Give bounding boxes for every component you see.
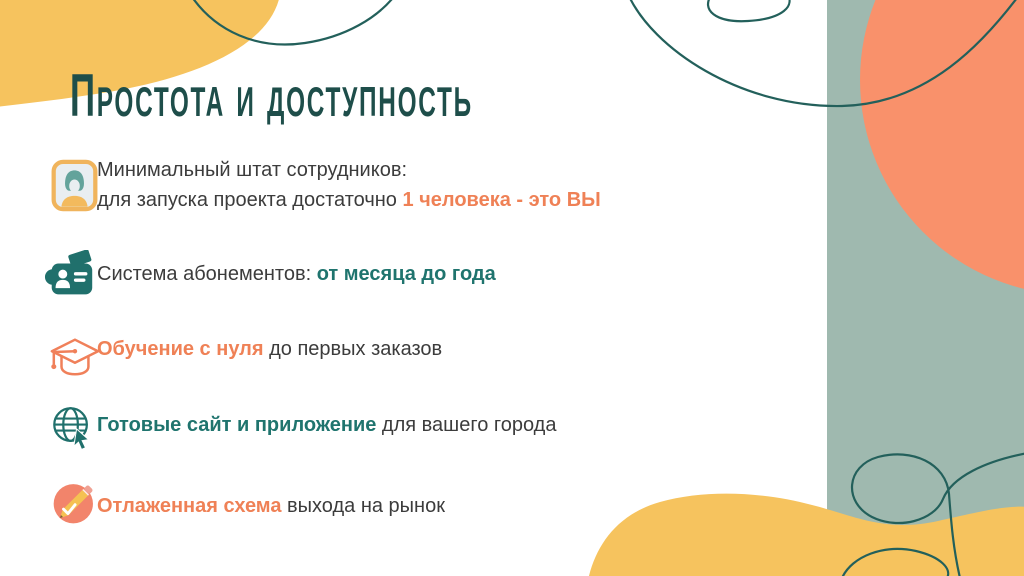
page-title: Простота и доступность [70, 62, 473, 129]
list-item-training-from-zero [97, 334, 442, 364]
list-item-ready-site-and-app [97, 410, 556, 440]
list-item-minimal-staff [97, 155, 601, 215]
pencil-circle-icon [51, 477, 101, 527]
list-item-text-normal: для запуска проекта достаточно [97, 189, 403, 211]
squiggle-top-small-loop [708, 0, 790, 21]
list-item-text-normal: выхода на рынок [281, 495, 445, 517]
list-item-market-entry-scheme [97, 491, 445, 521]
profile-photo-icon [48, 159, 101, 212]
list-item-text-accent: от месяца до года [316, 263, 496, 285]
list-item-subscription-system [97, 259, 496, 289]
subscription-card-icon [44, 250, 98, 304]
list-item-text-accent: 1 человека - это ВЫ [402, 189, 601, 211]
list-item-line [97, 185, 601, 215]
list-item-text-accent: Готовые сайт и приложение [97, 414, 377, 436]
list-item-text-normal: Минимальный штат сотрудников: [97, 159, 408, 181]
graduation-cap-icon [47, 332, 101, 382]
globe-cursor-icon [50, 404, 98, 452]
list-item-text-normal: до первых заказов [263, 338, 443, 360]
list-item-line [97, 155, 601, 185]
list-item-text-normal: для вашего города [376, 414, 557, 436]
list-item-text-accent: Обучение с нуля [97, 338, 264, 360]
list-item-text-accent: Отлаженная схема [97, 495, 282, 517]
list-item-text-normal: Система абонементов: [97, 263, 317, 285]
